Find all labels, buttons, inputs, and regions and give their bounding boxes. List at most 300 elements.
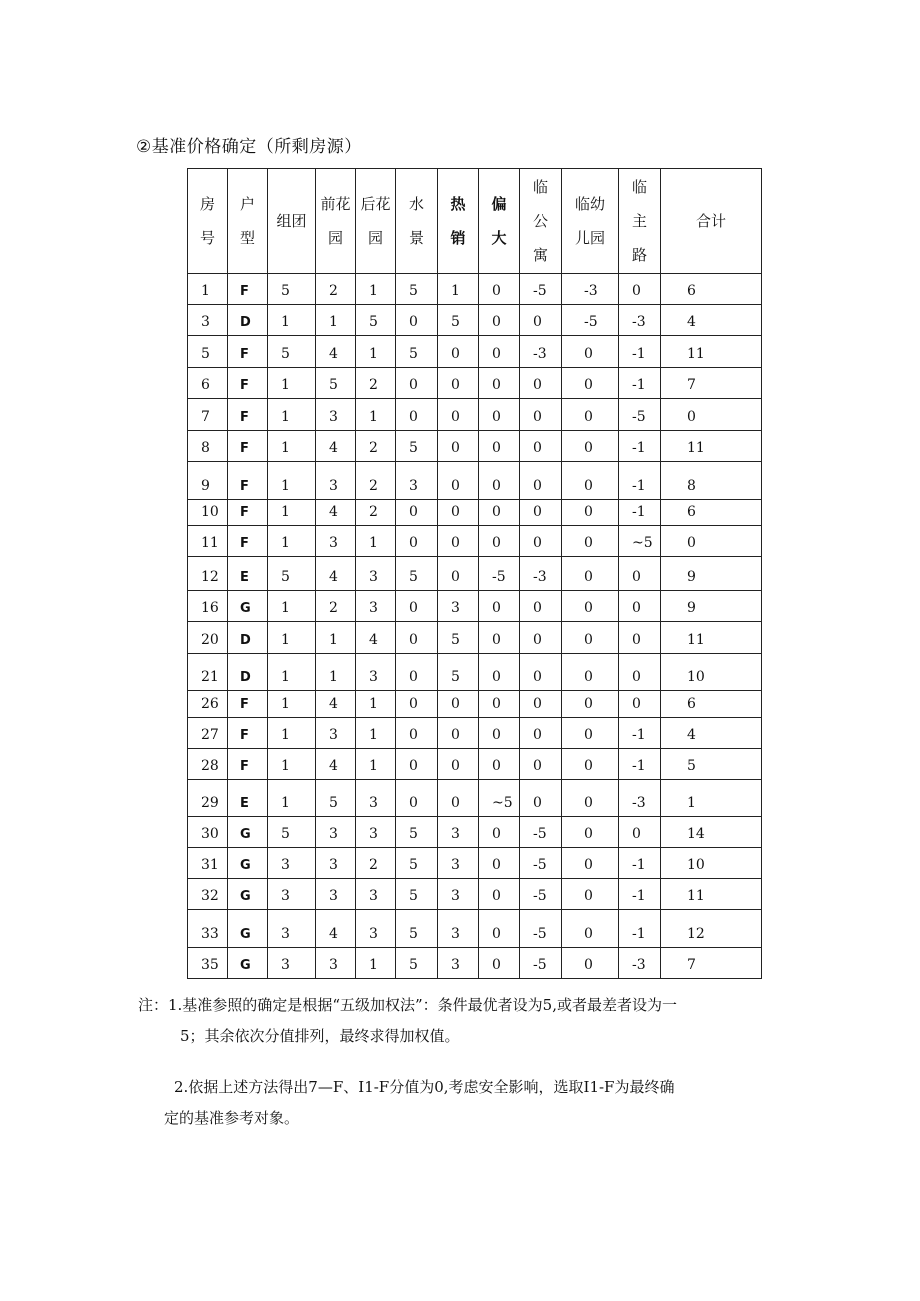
cell-near-main-road: -1 (619, 848, 661, 879)
cell-cluster: 3 (268, 948, 316, 979)
cell-room-no: 12 (188, 557, 228, 591)
header-oversized: 偏 大 (479, 169, 520, 274)
table-row (188, 780, 762, 817)
cell-back-garden: 2 (356, 431, 396, 462)
cell-near-apartment: 0 (520, 526, 562, 557)
table-row (188, 622, 762, 654)
cell-cluster: 1 (268, 654, 316, 691)
cell-back-garden: 1 (356, 749, 396, 780)
cell-room-no: 11 (188, 526, 228, 557)
notes (138, 990, 788, 1134)
cell-water-view: 0 (396, 368, 438, 399)
cell-back-garden: 1 (356, 274, 396, 305)
cell-front-garden: 4 (316, 749, 356, 780)
cell-back-garden: 3 (356, 654, 396, 691)
cell-total: 10 (661, 654, 762, 691)
cell-back-garden: 2 (356, 500, 396, 526)
cell-oversized: 0 (479, 368, 520, 399)
cell-front-garden: 2 (316, 591, 356, 622)
cell-oversized: 0 (479, 910, 520, 948)
cell-water-view: 5 (396, 431, 438, 462)
table-row (188, 274, 762, 305)
cell-total: 11 (661, 879, 762, 910)
cell-cluster: 5 (268, 557, 316, 591)
cell-hot-selling: 5 (438, 305, 479, 336)
cell-cluster: 1 (268, 780, 316, 817)
cell-near-kindergarten: -3 (562, 274, 619, 305)
cell-unit-type: F (228, 462, 268, 500)
cell-back-garden: 1 (356, 336, 396, 368)
cell-room-no: 3 (188, 305, 228, 336)
cell-room-no: 9 (188, 462, 228, 500)
cell-unit-type: G (228, 591, 268, 622)
cell-near-main-road: -1 (619, 368, 661, 399)
cell-near-kindergarten: 0 (562, 691, 619, 718)
cell-near-kindergarten: 0 (562, 718, 619, 749)
header-water-view: 水 景 (396, 169, 438, 274)
cell-front-garden: 3 (316, 817, 356, 848)
cell-room-no: 30 (188, 817, 228, 848)
cell-front-garden: 3 (316, 848, 356, 879)
cell-total: 4 (661, 718, 762, 749)
table-row (188, 654, 762, 691)
cell-back-garden: 1 (356, 526, 396, 557)
cell-back-garden: 3 (356, 557, 396, 591)
cell-front-garden: 4 (316, 691, 356, 718)
cell-near-main-road: 0 (619, 654, 661, 691)
cell-oversized: 0 (479, 591, 520, 622)
cell-front-garden: 3 (316, 462, 356, 500)
note-1-line-1: 注：1.基准参照的确定是根据“五级加权法”：条件最优者设为5,或者最差者设为一 (138, 996, 677, 1014)
cell-oversized: 0 (479, 817, 520, 848)
cell-near-main-road: -3 (619, 948, 661, 979)
cell-near-kindergarten: 0 (562, 910, 619, 948)
cell-total: 11 (661, 431, 762, 462)
cell-unit-type: F (228, 368, 268, 399)
cell-near-kindergarten: 0 (562, 591, 619, 622)
cell-unit-type: E (228, 557, 268, 591)
cell-near-apartment: -3 (520, 336, 562, 368)
cell-near-apartment: -5 (520, 948, 562, 979)
cell-back-garden: 1 (356, 718, 396, 749)
cell-back-garden: 1 (356, 948, 396, 979)
table-row (188, 691, 762, 718)
cell-front-garden: 2 (316, 274, 356, 305)
cell-water-view: 5 (396, 879, 438, 910)
cell-water-view: 5 (396, 848, 438, 879)
cell-oversized: 0 (479, 622, 520, 654)
table-row (188, 817, 762, 848)
cell-hot-selling: 3 (438, 817, 479, 848)
cell-unit-type: G (228, 848, 268, 879)
cell-unit-type: F (228, 718, 268, 749)
table-row (188, 557, 762, 591)
cell-oversized: ~5 (479, 780, 520, 817)
table-header-row (188, 169, 762, 274)
cell-water-view: 5 (396, 557, 438, 591)
cell-room-no: 10 (188, 500, 228, 526)
cell-near-kindergarten: 0 (562, 431, 619, 462)
cell-hot-selling: 3 (438, 948, 479, 979)
cell-water-view: 0 (396, 691, 438, 718)
baseline-price-table (187, 168, 762, 979)
cell-unit-type: F (228, 691, 268, 718)
cell-room-no: 1 (188, 274, 228, 305)
cell-oversized: 0 (479, 718, 520, 749)
cell-unit-type: G (228, 910, 268, 948)
cell-near-main-road: ~5 (619, 526, 661, 557)
cell-unit-type: F (228, 749, 268, 780)
cell-total: 4 (661, 305, 762, 336)
header-front-garden: 前花 园 (316, 169, 356, 274)
cell-water-view: 0 (396, 305, 438, 336)
cell-hot-selling: 3 (438, 910, 479, 948)
cell-oversized: 0 (479, 500, 520, 526)
cell-room-no: 32 (188, 879, 228, 910)
cell-cluster: 1 (268, 749, 316, 780)
cell-near-kindergarten: 0 (562, 622, 619, 654)
cell-unit-type: G (228, 879, 268, 910)
table-row (188, 848, 762, 879)
cell-oversized: 0 (479, 274, 520, 305)
cell-cluster: 1 (268, 431, 316, 462)
cell-water-view: 3 (396, 462, 438, 500)
cell-near-apartment: -5 (520, 817, 562, 848)
cell-front-garden: 3 (316, 718, 356, 749)
cell-cluster: 1 (268, 526, 316, 557)
cell-front-garden: 5 (316, 780, 356, 817)
cell-oversized: 0 (479, 526, 520, 557)
cell-front-garden: 4 (316, 500, 356, 526)
cell-cluster: 1 (268, 368, 316, 399)
cell-cluster: 1 (268, 718, 316, 749)
header-unit-type: 户 型 (228, 169, 268, 274)
table-row (188, 462, 762, 500)
cell-hot-selling: 0 (438, 500, 479, 526)
cell-front-garden: 1 (316, 305, 356, 336)
cell-unit-type: E (228, 780, 268, 817)
cell-cluster: 1 (268, 399, 316, 431)
cell-back-garden: 3 (356, 591, 396, 622)
cell-oversized: 0 (479, 305, 520, 336)
cell-near-kindergarten: 0 (562, 654, 619, 691)
cell-room-no: 7 (188, 399, 228, 431)
cell-near-kindergarten: 0 (562, 780, 619, 817)
cell-total: 8 (661, 462, 762, 500)
cell-unit-type: G (228, 817, 268, 848)
cell-hot-selling: 0 (438, 462, 479, 500)
cell-water-view: 0 (396, 622, 438, 654)
cell-room-no: 8 (188, 431, 228, 462)
cell-unit-type: F (228, 274, 268, 305)
cell-near-main-road: -5 (619, 399, 661, 431)
table-row (188, 948, 762, 979)
cell-cluster: 3 (268, 910, 316, 948)
cell-water-view: 0 (396, 749, 438, 780)
cell-near-apartment: 0 (520, 399, 562, 431)
table-row (188, 591, 762, 622)
header-near-main-road: 临 主 路 (619, 169, 661, 274)
header-back-garden: 后花 园 (356, 169, 396, 274)
cell-near-kindergarten: 0 (562, 368, 619, 399)
cell-room-no: 28 (188, 749, 228, 780)
cell-water-view: 5 (396, 817, 438, 848)
cell-near-apartment: -5 (520, 848, 562, 879)
cell-oversized: 0 (479, 336, 520, 368)
header-near-apartment: 临 公 寓 (520, 169, 562, 274)
cell-unit-type: F (228, 336, 268, 368)
table-row (188, 431, 762, 462)
cell-near-apartment: 0 (520, 691, 562, 718)
cell-near-kindergarten: 0 (562, 500, 619, 526)
cell-near-apartment: -5 (520, 274, 562, 305)
cell-water-view: 0 (396, 780, 438, 817)
cell-near-apartment: 0 (520, 749, 562, 780)
cell-near-main-road: -1 (619, 749, 661, 780)
cell-hot-selling: 0 (438, 691, 479, 718)
cell-room-no: 29 (188, 780, 228, 817)
cell-oversized: 0 (479, 399, 520, 431)
cell-back-garden: 3 (356, 910, 396, 948)
cell-water-view: 0 (396, 399, 438, 431)
cell-hot-selling: 0 (438, 718, 479, 749)
cell-cluster: 5 (268, 817, 316, 848)
cell-hot-selling: 0 (438, 526, 479, 557)
cell-total: 0 (661, 526, 762, 557)
cell-near-kindergarten: -5 (562, 305, 619, 336)
cell-near-main-road: 0 (619, 622, 661, 654)
cell-total: 11 (661, 336, 762, 368)
cell-hot-selling: 0 (438, 780, 479, 817)
cell-near-main-road: -1 (619, 879, 661, 910)
cell-unit-type: F (228, 526, 268, 557)
cell-back-garden: 4 (356, 622, 396, 654)
cell-back-garden: 5 (356, 305, 396, 336)
cell-cluster: 1 (268, 622, 316, 654)
cell-near-apartment: 0 (520, 622, 562, 654)
cell-near-main-road: -1 (619, 910, 661, 948)
table-row (188, 718, 762, 749)
cell-front-garden: 3 (316, 399, 356, 431)
cell-near-main-road: -1 (619, 336, 661, 368)
cell-total: 6 (661, 274, 762, 305)
cell-total: 0 (661, 399, 762, 431)
cell-near-apartment: -5 (520, 879, 562, 910)
cell-water-view: 0 (396, 500, 438, 526)
table-row (188, 879, 762, 910)
cell-front-garden: 3 (316, 948, 356, 979)
table-row (188, 305, 762, 336)
cell-oversized: -5 (479, 557, 520, 591)
cell-near-kindergarten: 0 (562, 948, 619, 979)
cell-near-main-road: 0 (619, 591, 661, 622)
cell-room-no: 26 (188, 691, 228, 718)
note-2-line-2: 定的基准参考对象。 (164, 1109, 300, 1127)
cell-room-no: 5 (188, 336, 228, 368)
header-hot-selling: 热 销 (438, 169, 479, 274)
cell-back-garden: 3 (356, 780, 396, 817)
cell-front-garden: 3 (316, 879, 356, 910)
cell-cluster: 3 (268, 848, 316, 879)
cell-water-view: 5 (396, 910, 438, 948)
table-row (188, 526, 762, 557)
cell-back-garden: 1 (356, 691, 396, 718)
cell-near-apartment: 0 (520, 780, 562, 817)
cell-near-kindergarten: 0 (562, 817, 619, 848)
cell-cluster: 1 (268, 462, 316, 500)
cell-near-main-road: -1 (619, 462, 661, 500)
cell-unit-type: G (228, 948, 268, 979)
cell-cluster: 1 (268, 500, 316, 526)
cell-front-garden: 4 (316, 336, 356, 368)
cell-back-garden: 1 (356, 399, 396, 431)
cell-oversized: 0 (479, 654, 520, 691)
table-row (188, 399, 762, 431)
cell-hot-selling: 0 (438, 749, 479, 780)
cell-total: 1 (661, 780, 762, 817)
cell-room-no: 33 (188, 910, 228, 948)
cell-near-main-road: -1 (619, 718, 661, 749)
cell-total: 10 (661, 848, 762, 879)
cell-near-apartment: 0 (520, 591, 562, 622)
cell-total: 14 (661, 817, 762, 848)
cell-unit-type: D (228, 622, 268, 654)
cell-cluster: 5 (268, 274, 316, 305)
cell-front-garden: 4 (316, 431, 356, 462)
cell-near-main-road: 0 (619, 691, 661, 718)
table-row (188, 500, 762, 526)
cell-near-apartment: 0 (520, 500, 562, 526)
cell-unit-type: F (228, 431, 268, 462)
cell-total: 7 (661, 948, 762, 979)
table-row (188, 749, 762, 780)
note-2-line-1: 2.依据上述方法得出7—F、I1-F分值为0,考虑安全影响，选取I1-F为最终确 (174, 1078, 675, 1096)
cell-oversized: 0 (479, 749, 520, 780)
cell-front-garden: 1 (316, 622, 356, 654)
cell-water-view: 5 (396, 274, 438, 305)
cell-near-apartment: 0 (520, 654, 562, 691)
cell-water-view: 0 (396, 718, 438, 749)
table-row (188, 368, 762, 399)
cell-hot-selling: 3 (438, 591, 479, 622)
cell-near-main-road: 0 (619, 274, 661, 305)
cell-back-garden: 2 (356, 462, 396, 500)
cell-hot-selling: 0 (438, 557, 479, 591)
cell-near-main-road: 0 (619, 817, 661, 848)
cell-unit-type: F (228, 500, 268, 526)
cell-room-no: 20 (188, 622, 228, 654)
cell-unit-type: D (228, 305, 268, 336)
cell-near-kindergarten: 0 (562, 399, 619, 431)
cell-near-kindergarten: 0 (562, 557, 619, 591)
cell-hot-selling: 0 (438, 336, 479, 368)
section-title: ②基准价格确定（所剩房源） (136, 137, 362, 157)
cell-room-no: 16 (188, 591, 228, 622)
cell-hot-selling: 5 (438, 654, 479, 691)
cell-near-kindergarten: 0 (562, 879, 619, 910)
cell-near-apartment: -3 (520, 557, 562, 591)
cell-near-kindergarten: 0 (562, 336, 619, 368)
cell-back-garden: 3 (356, 817, 396, 848)
cell-near-apartment: 0 (520, 305, 562, 336)
cell-oversized: 0 (479, 948, 520, 979)
cell-front-garden: 1 (316, 654, 356, 691)
cell-total: 12 (661, 910, 762, 948)
cell-near-kindergarten: 0 (562, 462, 619, 500)
cell-near-apartment: 0 (520, 462, 562, 500)
cell-hot-selling: 0 (438, 431, 479, 462)
cell-cluster: 1 (268, 305, 316, 336)
cell-near-kindergarten: 0 (562, 749, 619, 780)
cell-water-view: 0 (396, 654, 438, 691)
cell-front-garden: 5 (316, 368, 356, 399)
cell-hot-selling: 3 (438, 848, 479, 879)
cell-unit-type: D (228, 654, 268, 691)
cell-near-kindergarten: 0 (562, 848, 619, 879)
cell-hot-selling: 0 (438, 368, 479, 399)
table-row (188, 910, 762, 948)
cell-hot-selling: 3 (438, 879, 479, 910)
cell-oversized: 0 (479, 879, 520, 910)
cell-front-garden: 4 (316, 557, 356, 591)
header-cluster: 组团 (268, 169, 316, 274)
cell-near-main-road: -3 (619, 780, 661, 817)
cell-hot-selling: 1 (438, 274, 479, 305)
cell-room-no: 21 (188, 654, 228, 691)
cell-water-view: 0 (396, 591, 438, 622)
note-1-line-2: 5；其余依次分值排列，最终求得加权值。 (180, 1027, 460, 1045)
cell-room-no: 6 (188, 368, 228, 399)
cell-total: 11 (661, 622, 762, 654)
cell-total: 9 (661, 557, 762, 591)
cell-total: 7 (661, 368, 762, 399)
cell-hot-selling: 0 (438, 399, 479, 431)
cell-total: 6 (661, 500, 762, 526)
cell-oversized: 0 (479, 848, 520, 879)
cell-room-no: 35 (188, 948, 228, 979)
cell-back-garden: 3 (356, 879, 396, 910)
cell-near-main-road: 0 (619, 557, 661, 591)
cell-hot-selling: 5 (438, 622, 479, 654)
cell-back-garden: 2 (356, 368, 396, 399)
cell-near-main-road: -3 (619, 305, 661, 336)
header-total: 合计 (661, 169, 762, 274)
cell-near-apartment: 0 (520, 718, 562, 749)
cell-front-garden: 3 (316, 526, 356, 557)
cell-total: 5 (661, 749, 762, 780)
cell-oversized: 0 (479, 691, 520, 718)
cell-room-no: 31 (188, 848, 228, 879)
cell-water-view: 0 (396, 526, 438, 557)
cell-near-main-road: -1 (619, 431, 661, 462)
cell-cluster: 3 (268, 879, 316, 910)
cell-oversized: 0 (479, 431, 520, 462)
cell-near-apartment: 0 (520, 431, 562, 462)
cell-front-garden: 4 (316, 910, 356, 948)
cell-cluster: 1 (268, 591, 316, 622)
cell-cluster: 1 (268, 691, 316, 718)
cell-room-no: 27 (188, 718, 228, 749)
cell-water-view: 5 (396, 948, 438, 979)
cell-cluster: 5 (268, 336, 316, 368)
cell-total: 9 (661, 591, 762, 622)
cell-unit-type: F (228, 399, 268, 431)
cell-near-apartment: 0 (520, 368, 562, 399)
cell-near-main-road: -1 (619, 500, 661, 526)
cell-near-apartment: -5 (520, 910, 562, 948)
cell-back-garden: 2 (356, 848, 396, 879)
cell-near-kindergarten: 0 (562, 526, 619, 557)
